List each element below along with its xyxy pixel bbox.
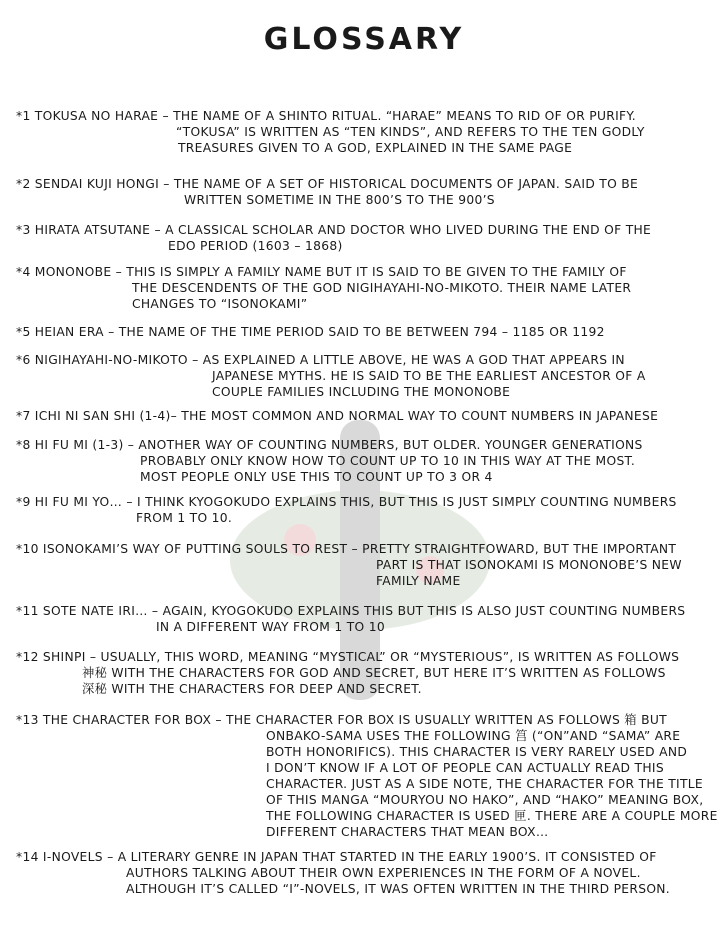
glossary-entry xyxy=(16,849,716,897)
glossary-definition-line: THE DESCENDENTS OF THE GOD NIGIHAYAHI-NO-MIKOTO. THEIR NAME LATER xyxy=(132,281,632,295)
glossary-definition-line: THE FOLLOWING CHARACTER IS USED 匣. THERE ARE A COUPLE MORE xyxy=(266,809,718,823)
glossary-term-line: *10 ISONOKAMI’S WAY OF PUTTING SOULS TO REST – PRETTY STRAIGHTFOWARD, BUT THE IMPORTANT xyxy=(16,542,677,556)
glossary-definition-line: MOST PEOPLE ONLY USE THIS TO COUNT UP TO 3 OR 4 xyxy=(140,470,493,484)
glossary-term-line: *1 TOKUSA NO HARAE – THE NAME OF A SHINTO RITUAL. “HARAE” MEANS TO RID OF OR PURIFY. xyxy=(16,109,636,123)
glossary-definition-line: FAMILY NAME xyxy=(376,574,461,588)
glossary-definition-line: FROM 1 TO 10. xyxy=(136,511,233,525)
glossary-term-line: *9 HI FU MI YO… – I THINK KYOGOKUDO EXPLAINS THIS, BUT THIS IS JUST SIMPLY COUNTING NUMBERS xyxy=(16,495,677,509)
glossary-term-line: *12 SHINPI – USUALLY, THIS WORD, MEANING “MYSTICAL” OR “MYSTERIOUS”, IS WRITTEN AS FOLLOWS xyxy=(16,650,680,664)
glossary-entry xyxy=(16,176,716,208)
glossary-term-line: *5 HEIAN ERA – THE NAME OF THE TIME PERIOD SAID TO BE BETWEEN 794 – 1185 OR 1192 xyxy=(16,325,605,339)
glossary-entry xyxy=(16,603,716,635)
page-title: GLOSSARY xyxy=(263,22,465,57)
glossary-definition-line: ALTHOUGH IT’S CALLED “I”-NOVELS, IT WAS OFTEN WRITTEN IN THE THIRD PERSON. xyxy=(126,882,671,896)
glossary-definition-line: CHANGES TO “ISONOKAMI” xyxy=(132,297,308,311)
glossary-definition-line: ONBAKO-SAMA USES THE FOLLOWING 筥 (“ON”AND “SAMA” ARE xyxy=(266,729,681,743)
glossary-term-line: *7 ICHI NI SAN SHI (1-4)– THE MOST COMMON AND NORMAL WAY TO COUNT NUMBERS IN JAPANESE xyxy=(16,409,659,423)
glossary-definition-line: “TOKUSA” IS WRITTEN AS “TEN KINDS”, AND REFERS TO THE TEN GODLY xyxy=(176,125,645,139)
glossary-definition-line: CHARACTER. JUST AS A SIDE NOTE, THE CHARACTER FOR THE TITLE xyxy=(266,777,703,791)
glossary-term-line: *6 NIGIHAYAHI-NO-MIKOTO – AS EXPLAINED A LITTLE ABOVE, HE WAS A GOD THAT APPEARS IN xyxy=(16,353,625,367)
glossary-entry xyxy=(16,649,716,697)
glossary-term-line: *13 THE CHARACTER FOR BOX – THE CHARACTER FOR BOX IS USUALLY WRITTEN AS FOLLOWS 箱 BUT xyxy=(16,713,667,727)
glossary-term-line: *4 MONONOBE – THIS IS SIMPLY A FAMILY NAME BUT IT IS SAID TO BE GIVEN TO THE FAMILY OF xyxy=(16,265,627,279)
glossary-definition-line: OF THIS MANGA “MOURYOU NO HAKO”, AND “HAKO” MEANING BOX, xyxy=(266,793,704,807)
glossary-entry xyxy=(16,494,716,526)
glossary-term-line: *14 I-NOVELS – A LITERARY GENRE IN JAPAN THAT STARTED IN THE EARLY 1900’S. IT CONSISTED OF xyxy=(16,850,657,864)
glossary-definition-line: JAPANESE MYTHS. HE IS SAID TO BE THE EARLIEST ANCESTOR OF A xyxy=(212,369,646,383)
glossary-entry xyxy=(16,712,716,840)
glossary-term-line: *8 HI FU MI (1-3) – ANOTHER WAY OF COUNTING NUMBERS, BUT OLDER. YOUNGER GENERATIONS xyxy=(16,438,643,452)
glossary-definition-line: PROBABLY ONLY KNOW HOW TO COUNT UP TO 10 IN THIS WAY AT THE MOST. xyxy=(140,454,636,468)
glossary-definition-line: WRITTEN SOMETIME IN THE 800’S TO THE 900’S xyxy=(184,193,495,207)
glossary-entry xyxy=(16,408,716,424)
glossary-entry xyxy=(16,108,716,156)
glossary-entry xyxy=(16,352,716,400)
glossary-entry xyxy=(16,437,716,485)
glossary-definition-line: I DON’T KNOW IF A LOT OF PEOPLE CAN ACTUALLY READ THIS xyxy=(266,761,664,775)
glossary-definition-line: 神秘 WITH THE CHARACTERS FOR GOD AND SECRET, BUT HERE IT’S WRITTEN AS FOLLOWS xyxy=(82,666,666,680)
glossary-entry xyxy=(16,541,716,589)
glossary-definition-line: IN A DIFFERENT WAY FROM 1 TO 10 xyxy=(156,620,385,634)
glossary-definition-line: TREASURES GIVEN TO A GOD, EXPLAINED IN THE SAME PAGE xyxy=(178,141,573,155)
glossary-entry xyxy=(16,222,716,254)
glossary-definition-line: 深秘 WITH THE CHARACTERS FOR DEEP AND SECRET. xyxy=(82,682,422,696)
glossary-term-line: *3 HIRATA ATSUTANE – A CLASSICAL SCHOLAR AND DOCTOR WHO LIVED DURING THE END OF THE xyxy=(16,223,652,237)
glossary-definition-line: DIFFERENT CHARACTERS THAT MEAN BOX… xyxy=(266,825,549,839)
glossary-definition-line: COUPLE FAMILIES INCLUDING THE MONONOBE xyxy=(212,385,511,399)
glossary-definition-line: AUTHORS TALKING ABOUT THEIR OWN EXPERIENCES IN THE FORM OF A NOVEL. xyxy=(126,866,641,880)
glossary-definition-line: PART IS THAT ISONOKAMI IS MONONOBE’S NEW xyxy=(376,558,682,572)
glossary-term-line: *11 SOTE NATE IRI… – AGAIN, KYOGOKUDO EXPLAINS THIS BUT THIS IS ALSO JUST COUNTING NUMBERS xyxy=(16,604,686,618)
glossary-term-line: *2 SENDAI KUJI HONGI – THE NAME OF A SET OF HISTORICAL DOCUMENTS OF JAPAN. SAID TO BE xyxy=(16,177,639,191)
glossary-definition-line: EDO PERIOD (1603 – 1868) xyxy=(168,239,343,253)
glossary-entry xyxy=(16,324,716,340)
glossary-entry xyxy=(16,264,716,312)
glossary-definition-line: BOTH HONORIFICS). THIS CHARACTER IS VERY RARELY USED AND xyxy=(266,745,688,759)
